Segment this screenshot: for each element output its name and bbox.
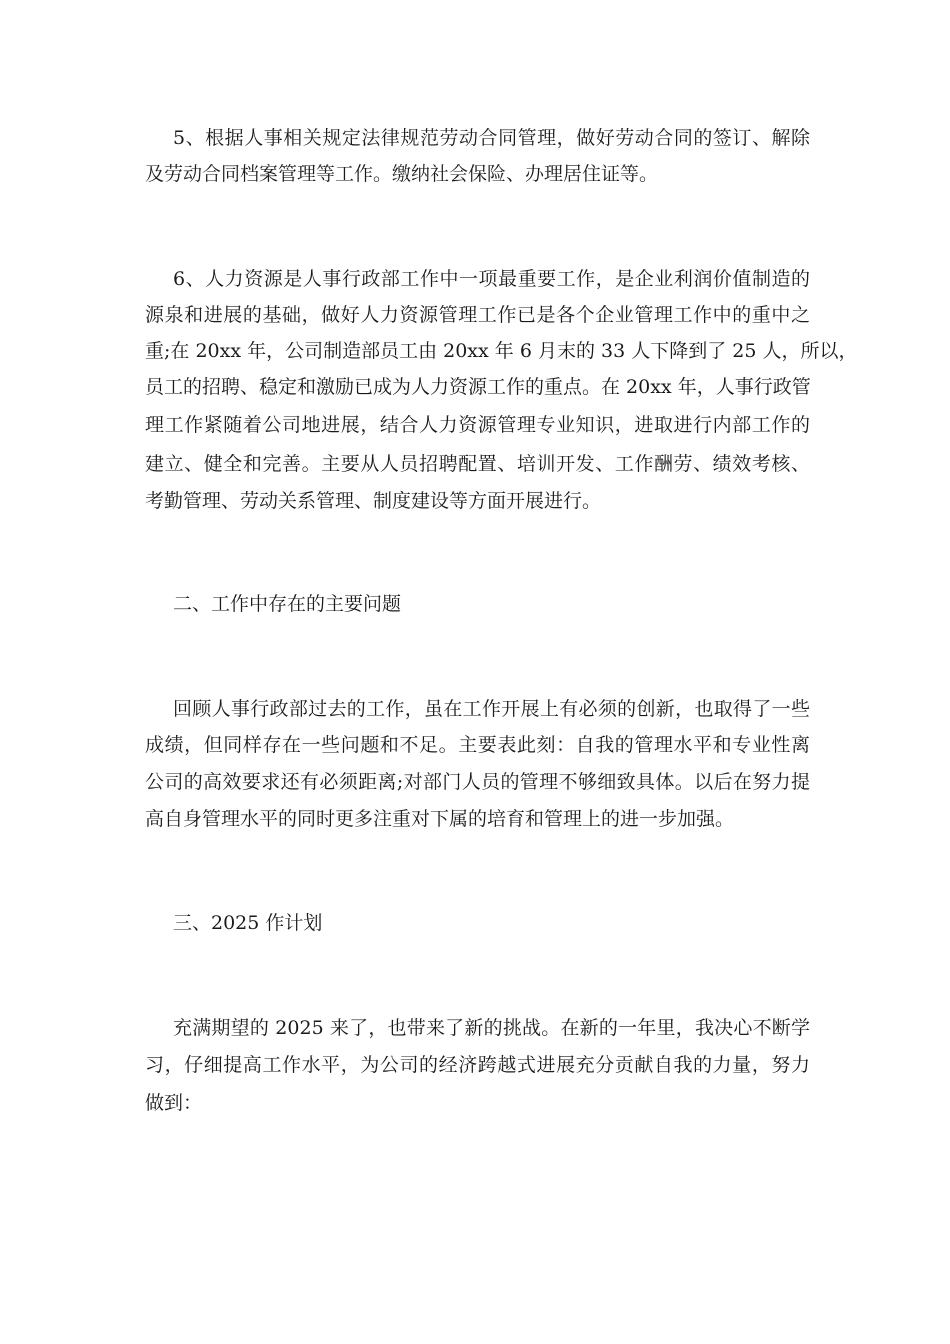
paragraph-6-line-5: 理工作紧随着公司地进展，结合人力资源管理专业知识，进取进行内部工作的: [145, 414, 810, 436]
section-heading-problems: 二、工作中存在的主要问题: [173, 593, 402, 615]
section-heading-plan: 三、2025 作计划: [173, 912, 323, 934]
paragraph-review-line-4: 高自身管理水平的同时更多注重对下属的培育和管理上的进一步加强。: [145, 808, 735, 830]
paragraph-review-line-3: 公司的高效要求还有必须距离;对部门人员的管理不够细致具体。以后在努力提: [145, 771, 810, 793]
paragraph-6-line-2: 源泉和进展的基础，做好人力资源管理工作已是各个企业管理工作中的重中之: [145, 304, 810, 326]
paragraph-5-line-1: 5、根据人事相关规定法律规范劳动合同管理，做好劳动合同的签订、解除: [173, 127, 810, 149]
paragraph-6-line-6: 建立、健全和完善。主要从人员招聘配置、培训开发、工作酬劳、绩效考核、: [145, 453, 810, 475]
paragraph-review-line-2: 成绩，但同样存在一些问题和不足。主要表此刻：自我的管理水平和专业性离: [145, 734, 810, 756]
paragraph-5-line-2: 及劳动合同档案管理等工作。缴纳社会保险、办理居住证等。: [145, 163, 659, 185]
paragraph-6-line-7: 考勤管理、劳动关系管理、制度建设等方面开展进行。: [145, 490, 602, 512]
paragraph-plan-line-1: 充满期望的 2025 来了，也带来了新的挑战。在新的一年里，我决心不断学: [173, 1017, 810, 1039]
paragraph-6-line-1: 6、人力资源是人事行政部工作中一项最重要工作，是企业利润价值制造的: [173, 268, 810, 290]
paragraph-6-line-3: 重;在 20xx 年，公司制造部员工由 20xx 年 6 月末的 33 人下降到了 25 人，所以，: [145, 340, 858, 362]
paragraph-6-line-4: 员工的招聘、稳定和激励已成为人力资源工作的重点。在 20xx 年，人事行政管: [145, 376, 811, 398]
paragraph-review-line-1: 回顾人事行政部过去的工作，虽在工作开展上有必须的创新，也取得了一些: [173, 698, 810, 720]
paragraph-plan-line-2: 习，仔细提高工作水平，为公司的经济跨越式进展充分贡献自我的力量，努力: [145, 1054, 810, 1076]
paragraph-plan-line-3: 做到：: [145, 1092, 203, 1114]
